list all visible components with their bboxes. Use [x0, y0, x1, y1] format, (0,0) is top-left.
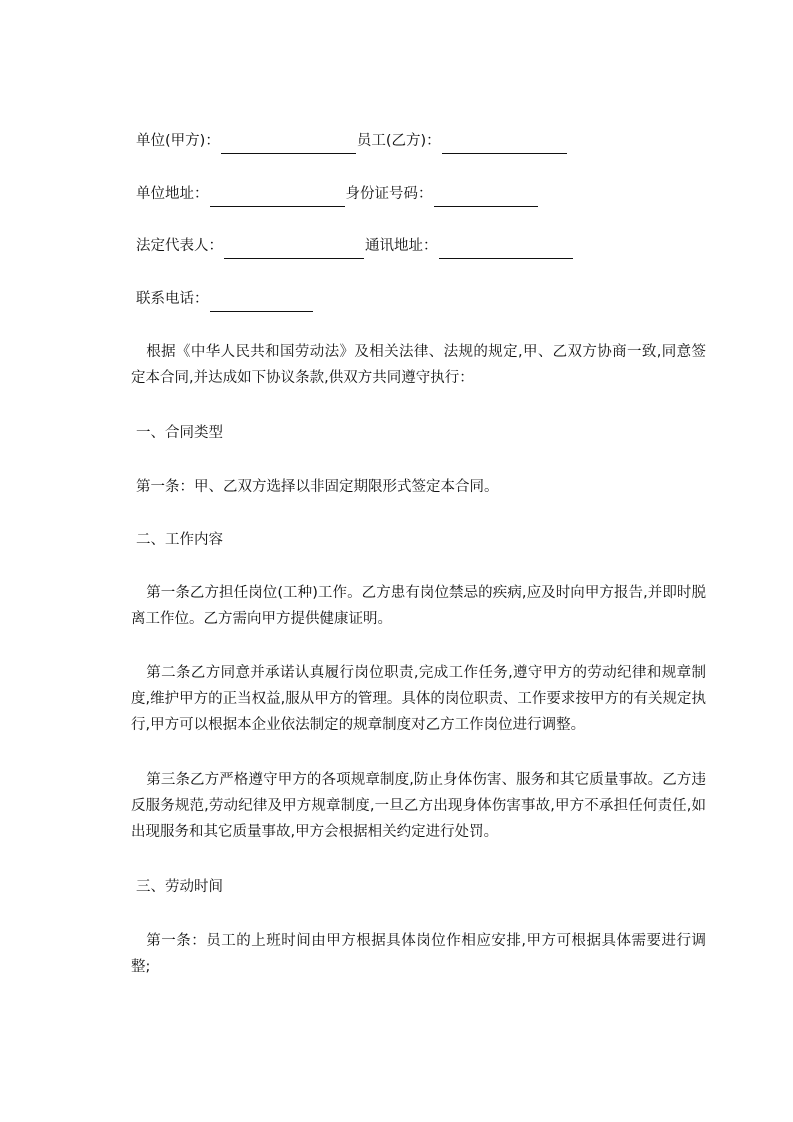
address-blank[interactable]	[210, 187, 345, 207]
section-heading: 三、劳动时间	[136, 879, 223, 895]
address-row	[136, 181, 539, 207]
section-heading: 二、工作内容	[136, 532, 223, 548]
representative-blank[interactable]	[224, 239, 364, 259]
id-blank[interactable]	[434, 187, 538, 207]
employee-label: 员工(乙方)：	[356, 133, 441, 149]
section-heading: 一、合同类型	[136, 425, 223, 441]
employer-blank[interactable]	[221, 134, 356, 154]
id-label: 身份证号码：	[345, 186, 433, 202]
representative-row	[136, 233, 574, 259]
clause-paragraph: 第一条乙方担任岗位(工种)工作。乙方患有岗位禁忌的疾病,应及时向甲方报告,并即时脱离工作位。乙方需向甲方提供健康证明。	[131, 585, 706, 627]
party-row	[136, 128, 568, 154]
phone-label: 联系电话：	[136, 291, 209, 307]
intro-paragraph: 根据《中华人民共和国劳动法》及相关法律、法规的规定,甲、乙双方协商一致,同意签定本合同,并达成如下协议条款,供双方共同遵守执行：	[131, 344, 706, 386]
employee-blank[interactable]	[442, 134, 567, 154]
phone-row	[136, 286, 314, 312]
employer-label: 单位(甲方)：	[136, 133, 220, 149]
clause-paragraph: 第一条：甲、乙双方选择以非固定期限形式签定本合同。	[136, 479, 499, 495]
phone-blank[interactable]	[210, 292, 313, 312]
address-label: 单位地址：	[136, 186, 209, 202]
clause-paragraph: 第一条：员工的上班时间由甲方根据具体岗位作相应安排,甲方可根据具体需要进行调整;	[131, 933, 706, 975]
contact-address-blank[interactable]	[439, 239, 573, 259]
clause-paragraph: 第三条乙方严格遵守甲方的各项规章制度,防止身体伤害、服务和其它质量事故。乙方违反服务规范,劳动纪律及甲方规章制度,一旦乙方出现身体伤害事故,甲方不承担任何责任,如出现服务和其它质量事故,甲方会根据相关约定进行处罚。	[131, 772, 706, 840]
representative-label: 法定代表人：	[136, 238, 223, 254]
contact-address-label: 通讯地址：	[365, 238, 438, 254]
clause-paragraph: 第二条乙方同意并承诺认真履行岗位职责,完成工作任务,遵守甲方的劳动纪律和规章制度,维护甲方的正当权益,服从甲方的管理。具体的岗位职责、工作要求按甲方的有关规定执行,甲方可以根据本企业依法制定的规章制度对乙方工作岗位进行调整。	[131, 665, 706, 733]
